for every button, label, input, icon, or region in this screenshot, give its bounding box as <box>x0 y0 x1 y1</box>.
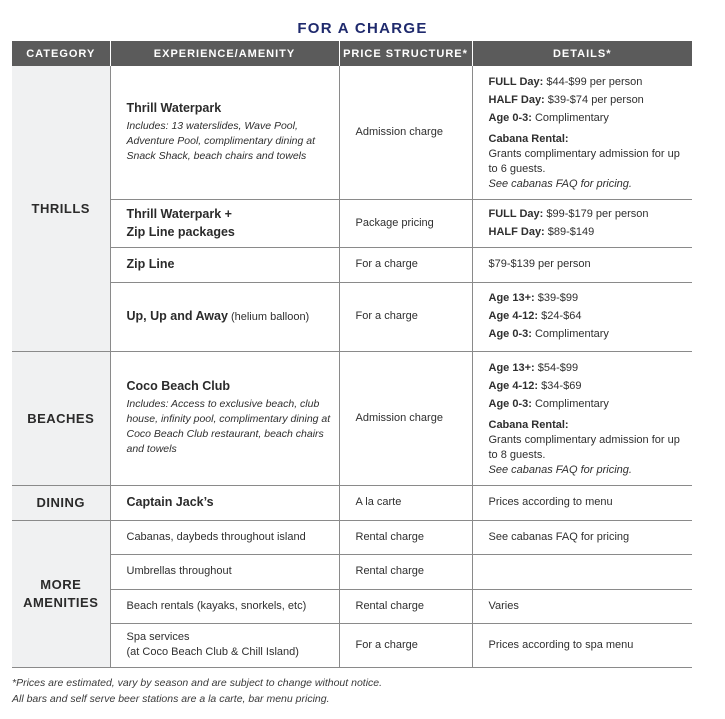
details-cell: Prices according to menu <box>472 485 692 520</box>
footnote-1: *Prices are estimated, vary by season and are subject to change without notice. <box>12 677 383 689</box>
details-cell <box>472 282 692 351</box>
detail-line: FULL Day: $99-$179 per person <box>488 207 649 220</box>
category-label-line2: AMENITIES <box>23 595 99 610</box>
detail-line: FULL Day: $44-$99 per person <box>488 76 643 89</box>
experience-name: Zip Line <box>126 256 175 271</box>
detail-line: Age 0-3: Complimentary <box>488 328 609 340</box>
price-structure: For a charge <box>339 282 472 351</box>
experience-cell: Beach rentals (kayaks, snorkels, etc) <box>110 589 339 623</box>
table-row <box>12 282 692 351</box>
experience-cell <box>110 623 339 667</box>
experience-includes: Includes: 13 waterslides, Wave Pool, Adventure Pool, complimentary dining at Snack Shack, beach chairs and towels <box>126 119 316 162</box>
table-row <box>12 485 692 520</box>
experience-cell <box>110 282 339 351</box>
cabana-text: Grants complimentary admission for up to 8 guests. <box>488 434 680 461</box>
table-row <box>12 589 692 623</box>
table-row <box>12 199 692 247</box>
experience-includes: Includes: Access to exclusive beach, club house, infinity pool, complimentary dining at Coco Beach Club restaurant, beach chairs and towels <box>126 398 331 455</box>
table-row <box>12 520 692 554</box>
detail-line: Age 0-3: Complimentary <box>488 112 609 125</box>
category-beaches: BEACHES <box>12 351 110 485</box>
details-cell <box>472 351 692 485</box>
details-cell: Varies <box>472 589 692 623</box>
price-structure: A la carte <box>339 485 472 520</box>
experience-name: Up, Up and Away <box>126 308 228 323</box>
cabana-note: See cabanas FAQ for pricing. <box>488 178 632 191</box>
table-row <box>12 247 692 282</box>
details-cell <box>472 199 692 247</box>
experience-cell <box>110 485 339 520</box>
header-experience: EXPERIENCE/AMENITY <box>110 41 339 66</box>
experience-suffix: (helium balloon) <box>227 310 310 323</box>
experience-cell <box>110 247 339 282</box>
cabana-text: Grants complimentary admission for up to 6 guests. <box>488 148 680 176</box>
detail-line: Age 4-12: $34-$69 <box>488 380 582 392</box>
detail-line: Age 13+: $39-$99 <box>488 292 579 304</box>
price-structure: Rental charge <box>339 589 472 623</box>
cabana-label: Cabana Rental: <box>488 133 569 146</box>
experience-cell <box>110 66 339 199</box>
detail-line: HALF Day: $89-$149 <box>488 225 595 238</box>
experience-name: Captain Jack’s <box>126 494 214 509</box>
details-cell <box>472 554 692 589</box>
details-cell: Prices according to spa menu <box>472 623 692 667</box>
details-cell: See cabanas FAQ for pricing <box>472 520 692 554</box>
table-row <box>12 623 692 667</box>
category-label-line1: MORE <box>40 577 82 592</box>
table-row <box>12 554 692 589</box>
detail-line: Age 0-3: Complimentary <box>488 398 609 410</box>
header-details: DETAILS* <box>472 41 692 66</box>
category-more-amenities <box>12 520 110 667</box>
table-header-row <box>12 41 692 66</box>
experience-cell <box>110 199 339 247</box>
page-title: FOR A CHARGE <box>297 20 428 37</box>
price-structure: For a charge <box>339 623 472 667</box>
details-cell: $79-$139 per person <box>472 247 692 282</box>
header-price-structure: PRICE STRUCTURE* <box>339 41 472 66</box>
category-thrills: THRILLS <box>12 66 110 351</box>
pricing-table <box>12 41 692 668</box>
experience-name-line2: (at Coco Beach Club & Chill Island) <box>126 646 299 658</box>
table-row <box>12 351 692 485</box>
price-structure: Admission charge <box>339 351 472 485</box>
cabana-label: Cabana Rental: <box>488 419 569 431</box>
experience-cell: Cabanas, daybeds throughout island <box>110 520 339 554</box>
price-structure: For a charge <box>339 247 472 282</box>
price-structure: Admission charge <box>339 66 472 199</box>
experience-name: Coco Beach Club <box>126 379 230 393</box>
details-cell <box>472 66 692 199</box>
experience-name: Thrill Waterpark + <box>126 206 232 221</box>
price-structure: Rental charge <box>339 554 472 589</box>
category-dining: DINING <box>12 485 110 520</box>
table-row <box>12 66 692 199</box>
detail-line: Age 4-12: $24-$64 <box>488 310 582 322</box>
experience-name: Spa services <box>126 631 190 643</box>
cabana-note: See cabanas FAQ for pricing. <box>488 464 632 476</box>
experience-name: Thrill Waterpark <box>126 100 222 115</box>
detail-line: HALF Day: $39-$74 per person <box>488 94 644 107</box>
price-structure: Package pricing <box>339 199 472 247</box>
price-structure: Rental charge <box>339 520 472 554</box>
footnote-2: All bars and self serve beer stations are a la carte, bar menu pricing. <box>12 693 330 705</box>
experience-cell <box>110 351 339 485</box>
header-category: CATEGORY <box>12 41 110 66</box>
experience-cell: Umbrellas throughout <box>110 554 339 589</box>
footnotes <box>12 675 382 707</box>
experience-name-line2: Zip Line packages <box>126 224 235 239</box>
detail-line: Age 13+: $54-$99 <box>488 362 579 374</box>
